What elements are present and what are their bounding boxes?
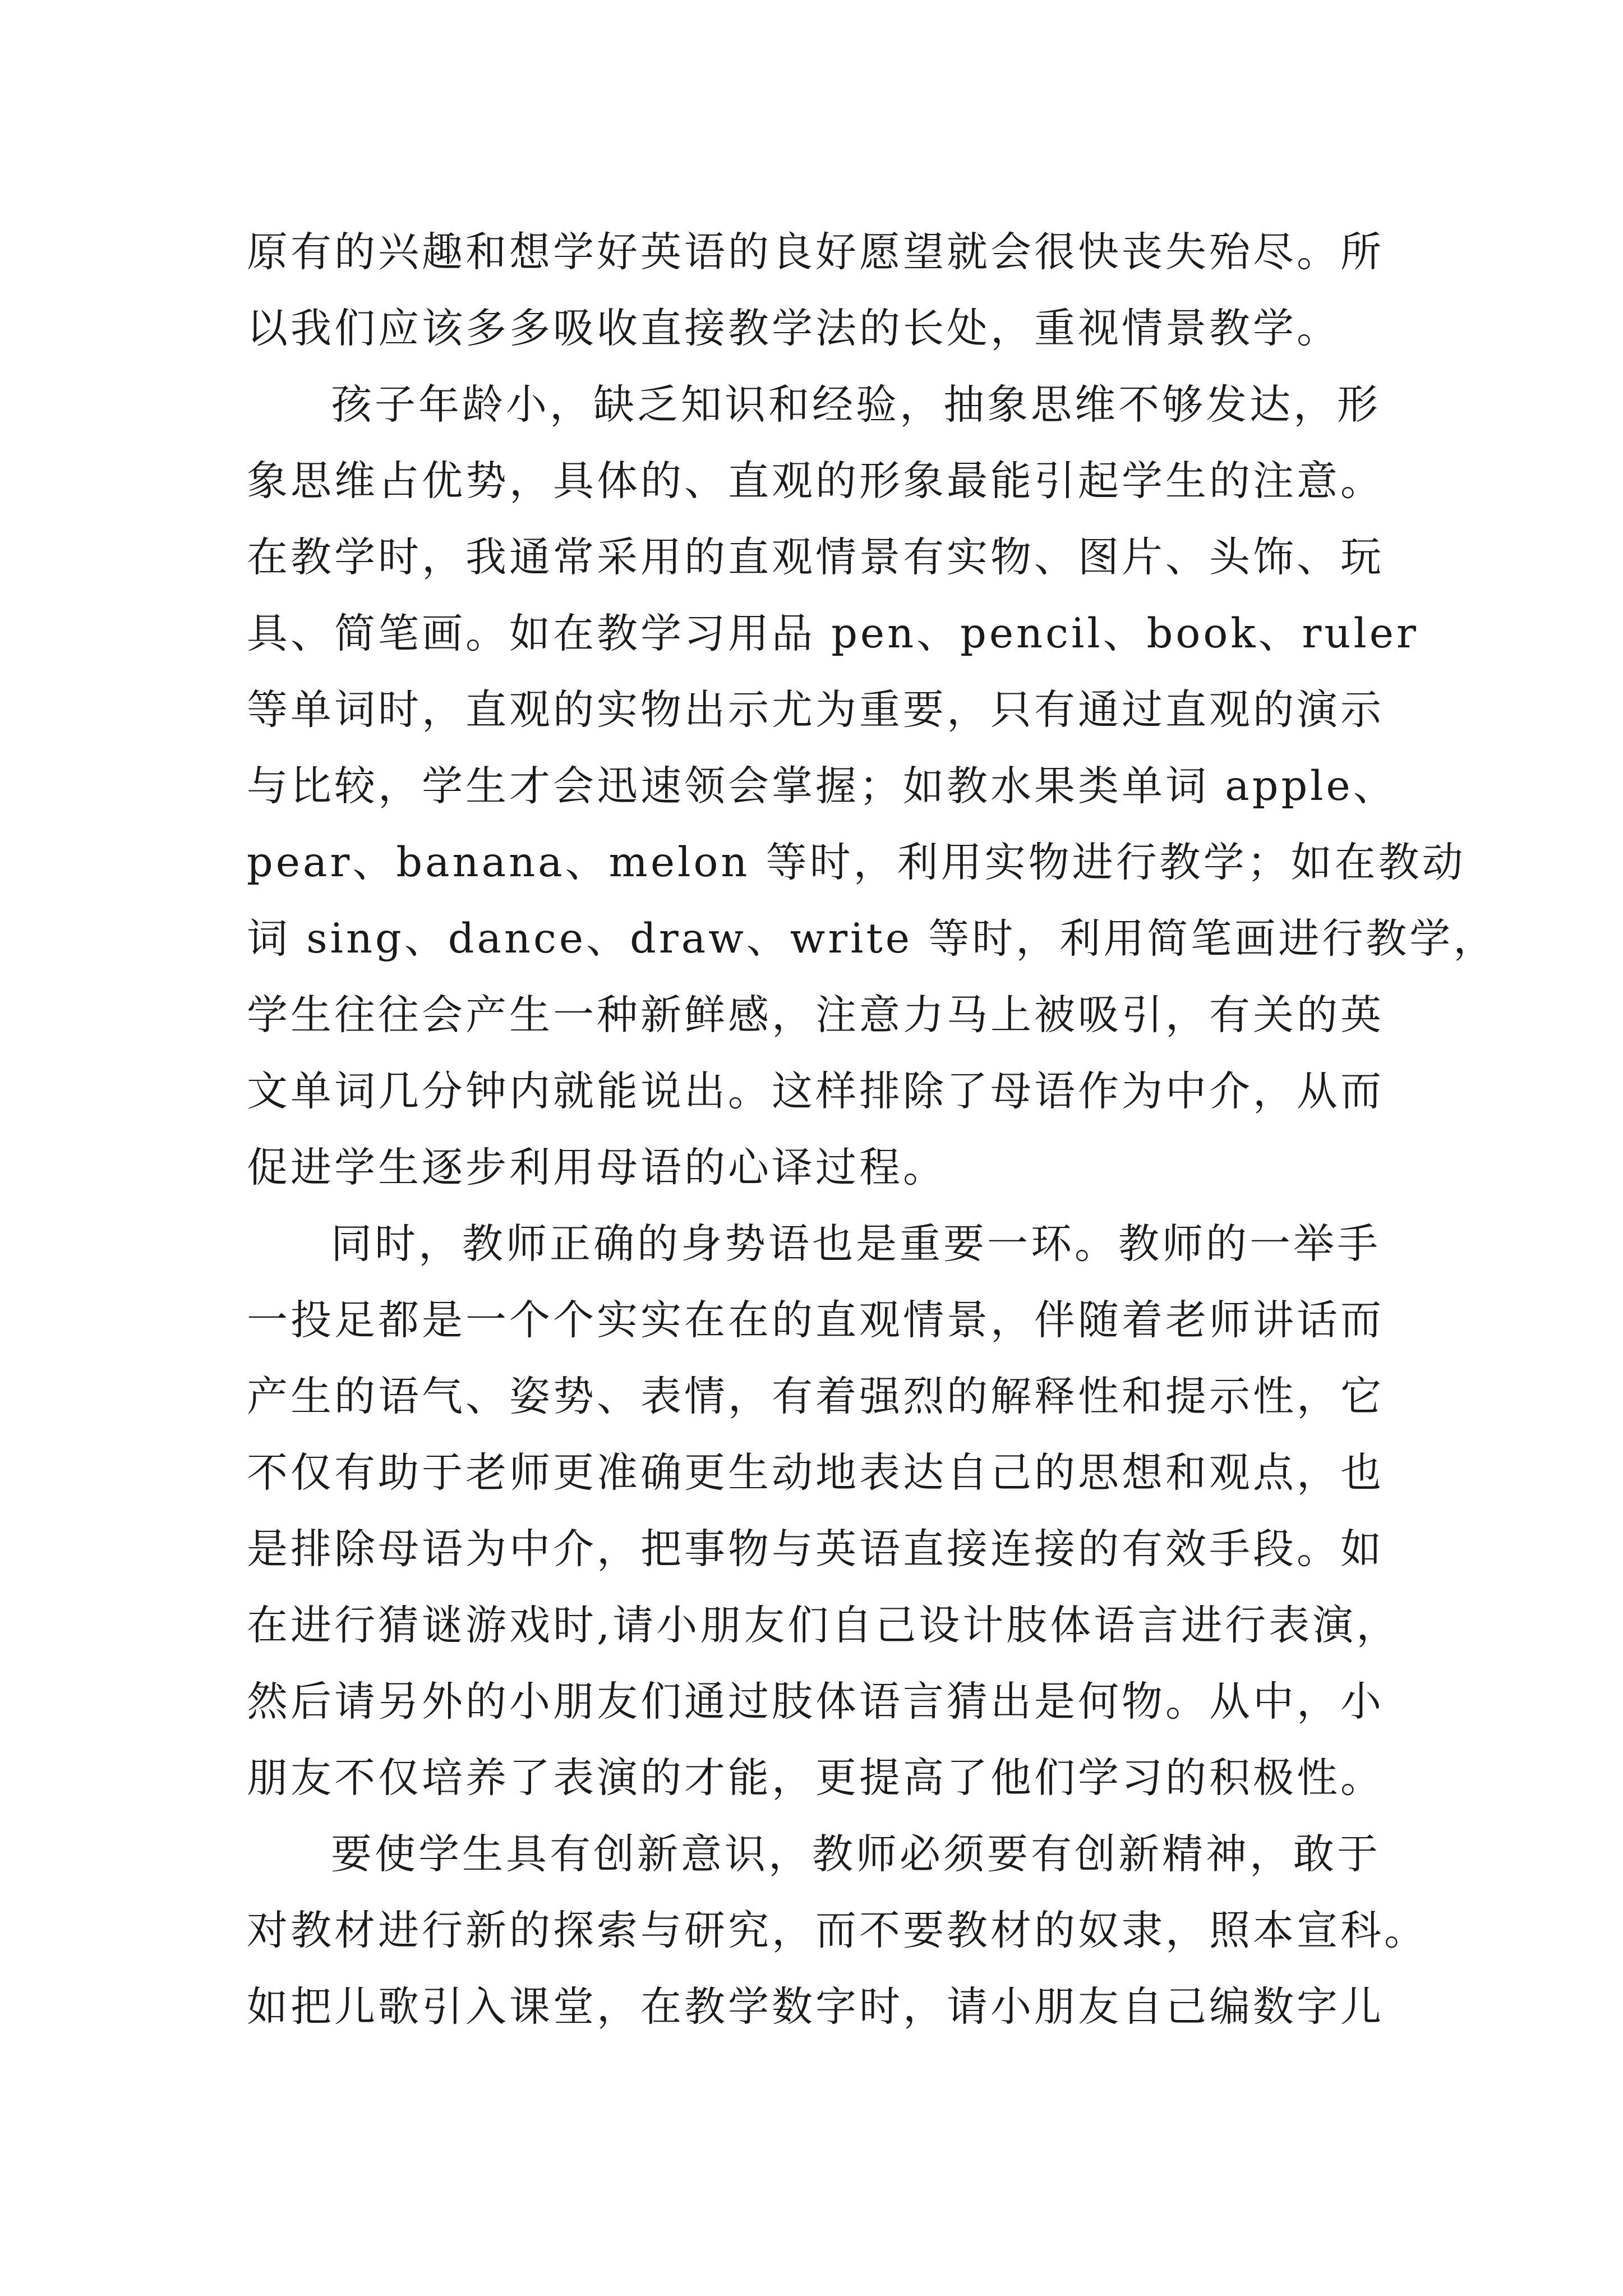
text-line: 象思维占优势，具体的、直观的形象最能引起学生的注意。 <box>247 457 1384 505</box>
paragraph-start-line: 同时，教师正确的身势语也是重要一环。教师的一举手 <box>331 1220 1381 1268</box>
text-line: 学生往往会产生一种新鲜感，注意力马上被吸引，有关的英 <box>247 991 1384 1039</box>
text-line: 等单词时，直观的实物出示尤为重要，只有通过直观的演示 <box>247 686 1384 734</box>
text-line: 具、简笔画。如在教学习用品 pen、pencil、book、ruler <box>247 610 1419 657</box>
text-line: 一投足都是一个个实实在在的直观情景，伴随着老师讲话而 <box>247 1296 1384 1344</box>
text-line: 是排除母语为中介，把事物与英语直接连接的有效手段。如 <box>247 1525 1384 1573</box>
paragraph-start-line: 孩子年龄小，缺乏知识和经验，抽象思维不够发达，形 <box>331 381 1381 429</box>
body-text <box>247 214 1497 2045</box>
text-line: 词 sing、dance、draw、write 等时，利用简笔画进行教学， <box>247 915 1497 963</box>
text-line: 促进学生逐步利用母语的心译过程。 <box>247 1144 947 1191</box>
text-line: 以我们应该多多吸收直接教学法的长处，重视情景教学。 <box>247 305 1340 352</box>
text-line: 原有的兴趣和想学好英语的良好愿望就会很快丧失殆尽。所 <box>247 228 1384 276</box>
text-line: 在教学时，我通常采用的直观情景有实物、图片、头饰、玩 <box>247 533 1384 581</box>
text-line: 与比较，学生才会迅速领会掌握；如教水果类单词 apple、 <box>247 762 1397 810</box>
text-line: 文单词几分钟内就能说出。这样排除了母语作为中介，从而 <box>247 1068 1384 1115</box>
text-line: 然后请另外的小朋友们通过肢体语言猜出是何物。从中，小 <box>247 1678 1384 1726</box>
text-line: 如把儿歌引入课堂，在教学数字时，请小朋友自己编数字儿 <box>247 1983 1384 2031</box>
paragraph-start-line: 要使学生具有创新意识，教师必须要有创新精神，敢于 <box>331 1830 1381 1878</box>
text-line: 产生的语气、姿势、表情，有着强烈的解释性和提示性，它 <box>247 1373 1384 1420</box>
text-line: 不仅有助于老师更准确更生动地表达自己的思想和观点，也 <box>247 1449 1384 1497</box>
text-line: 在进行猜谜游戏时,请小朋友们自己设计肢体语言进行表演， <box>247 1602 1400 1649</box>
text-line: 对教材进行新的探索与研究，而不要教材的奴隶，照本宣科。 <box>247 1907 1428 1954</box>
text-line: pear、banana、melon 等时，利用实物进行教学；如在教动 <box>247 839 1466 886</box>
text-line: 朋友不仅培养了表演的才能，更提高了他们学习的积极性。 <box>247 1754 1384 1802</box>
